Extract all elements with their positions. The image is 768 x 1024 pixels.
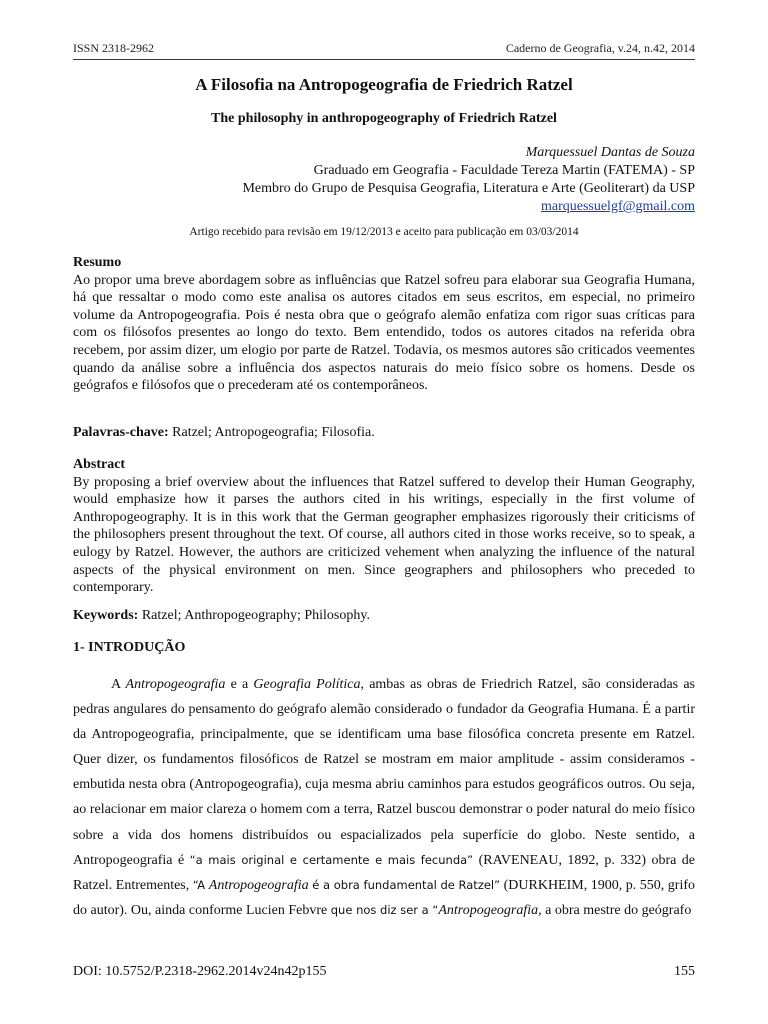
intro-antropogeografia: Antropogeografia bbox=[125, 677, 226, 692]
keywords-en-text: Ratzel; Anthropogeography; Philosophy. bbox=[138, 608, 370, 623]
author-name: Marquessuel Dantas de Souza bbox=[525, 145, 695, 160]
keywords-pt bbox=[73, 424, 695, 442]
resumo-text: Ao propor uma breve abordagem sobre as influências que Ratzel sofreu para elaborar sua Geografia Humana, há que ressaltar o modo como este analisa os autores citados em seus escritos, em especial, no primeiro volume da Antropogeografia. Pois é nesta obra que o geógrafo alemão enfatiza com rigor suas críticas para com os filósofos presentes ao longo do texto. Bem entendido, todos os autores citados na referida obra recebem, por assim dizer, um elogio por parte de Ratzel. Todavia, os mesmos autores são criticados veementes quando da análise sobre a influência dos aspectos naturais do meio físico sobre os homens. Desde os geógrafos e filósofos que o precederam até os contemporâneos. bbox=[73, 272, 695, 394]
intro-paragraph bbox=[73, 672, 695, 923]
section-heading-introducao: 1- INTRODUÇÃO bbox=[73, 640, 186, 655]
intro-text-4: a obra mestre do geógrafo bbox=[541, 902, 692, 918]
author-email-link[interactable]: marquessuelgf@gmail.com bbox=[540, 199, 695, 214]
page-footer bbox=[73, 964, 695, 980]
author-affiliation-1: Graduado em Geografia - Faculdade Tereza Martin (FATEMA) - SP bbox=[313, 163, 695, 178]
intro-text-e: e a bbox=[225, 677, 254, 692]
quote-febvre-open: que nos diz ser a “ bbox=[330, 902, 439, 917]
journal-citation: Caderno de Geografia, v.24, n.42, 2014 bbox=[505, 41, 695, 55]
doi: DOI: 10.5752/P.2318-2962.2014v24n42p155 bbox=[73, 964, 327, 979]
quote-febvre-title: Antropogeografia, bbox=[438, 902, 542, 918]
keywords-en bbox=[73, 607, 695, 625]
issn: ISSN 2318-2962 bbox=[73, 41, 155, 55]
keywords-en-label: Keywords: bbox=[73, 608, 139, 623]
running-header bbox=[73, 41, 695, 56]
author-affiliation-2: Membro do Grupo de Pesquisa Geografia, Literatura e Arte (Geoliterart) da USP bbox=[242, 181, 695, 196]
quote-durkheim-open: “A bbox=[192, 877, 209, 892]
resumo-heading: Resumo bbox=[73, 255, 122, 270]
keywords-pt-label: Palavras-chave: bbox=[73, 425, 169, 440]
abstract-text: By proposing a brief overview about the influences that Ratzel suffered to develop their Human Geography, would emphasize how it parses the authors cited in his writings, especially in the first volume of Anthropogeography. It is in this work that the German geographer emphasizes rigorously their criticisms of the philosophers present throughout the text. Of course, all authors cited in those works receive, so to speak, a eulogy by Ratzel. However, the authors are criticized vehement when analyzing the influence of the natural aspects of the physical environment on men. Since geographers and philosophers who preceded to contemporary. bbox=[73, 474, 695, 596]
header-rule bbox=[73, 59, 695, 60]
intro-text-3: (DURKHEIM, 1900, p. 550, grifo do autor). Ou, ainda conforme Lucien Febvre bbox=[73, 877, 695, 918]
paper-title: A Filosofia na Antropogeografia de Friedrich Ratzel bbox=[195, 75, 573, 94]
intro-text-a: A bbox=[111, 677, 126, 692]
received-note: Artigo recebido para revisão em 19/12/2013 e aceito para publicação em 03/03/2014 bbox=[189, 226, 579, 238]
abstract-heading: Abstract bbox=[73, 457, 126, 472]
intro-text-1: , ambas as obras de Friedrich Ratzel, são consideradas as pedras angulares do pensamento do geógrafo alemão considerado o fundador da Geografia Humana. É a partir da Antropogeografia, principalmente, que se identificam uma base filosófica concreta presente em Ratzel. Quer dizer, os fundamentos filosóficos de Ratzel se mostram em maior amplitude - assim consideramos - embutida nesta obra (Antropogeografia), cuja mesma abriu caminhos para estudos geográficos outros. Ou seja, ao relacionar em maior clareza o homem com a terra, Ratzel buscou demonstrar o poder natural do meio físico sobre a vida dos homens distribuídos ou espacializados pela superfície do globo. Neste sentido, a Antropogeografia é bbox=[73, 677, 695, 868]
keywords-pt-text: Ratzel; Antropogeografia; Filosofia. bbox=[168, 425, 375, 440]
page-number: 155 bbox=[674, 964, 695, 979]
abstract-section bbox=[73, 456, 695, 597]
intro-text-2: (RAVENEAU, 1892, p. 332) obra de Ratzel. Entrementes, bbox=[73, 852, 695, 893]
resumo-section bbox=[73, 254, 695, 395]
intro-geografia-politica: Geografia Política bbox=[253, 677, 361, 692]
author-block bbox=[242, 144, 695, 216]
quote-raveneau: “a mais original e certamente e mais fecunda” bbox=[189, 852, 474, 867]
quote-durkheim-title: Antropogeografia bbox=[208, 877, 309, 893]
paper-subtitle: The philosophy in anthropogeography of Friedrich Ratzel bbox=[211, 111, 557, 126]
quote-durkheim-close: é a obra fundamental de Ratzel” bbox=[308, 877, 501, 892]
